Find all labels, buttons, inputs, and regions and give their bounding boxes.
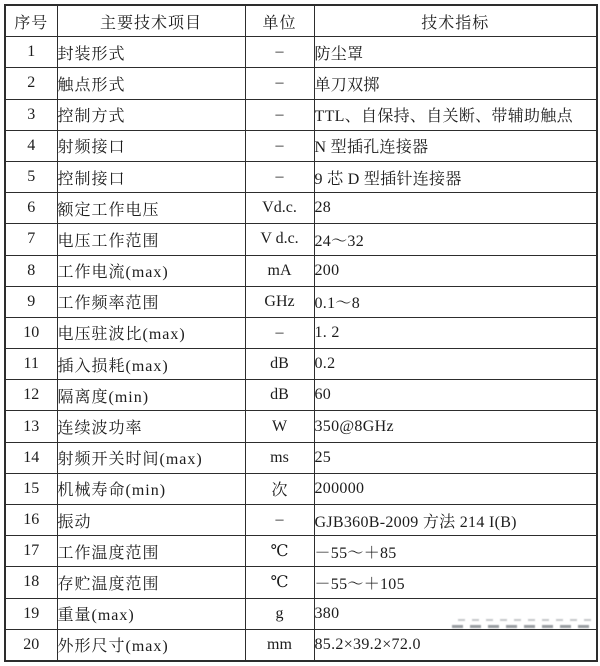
spec-value: －55～＋85 (314, 536, 597, 567)
unit-value: – (245, 317, 314, 348)
spec-value: 防尘罩 (314, 37, 597, 68)
table-row (5, 411, 597, 442)
spec-value: TTL、自保持、自关断、带辅助触点 (314, 99, 597, 130)
row-number: 18 (5, 567, 57, 598)
item-name: 射频开关时间(max) (57, 442, 245, 473)
spec-value: 25 (314, 442, 597, 473)
spec-value: 24～32 (314, 224, 597, 255)
table-row (5, 567, 597, 598)
item-name: 工作电流(max) (57, 255, 245, 286)
table-row (5, 99, 597, 130)
spec-value: 85.2×39.2×72.0 (314, 629, 597, 661)
unit-value: ℃ (245, 536, 314, 567)
spec-value: 单刀双掷 (314, 68, 597, 99)
item-name: 存贮温度范围 (57, 567, 245, 598)
header-主要技术项目: 主要技术项目 (57, 5, 245, 37)
unit-value: g (245, 598, 314, 629)
item-name: 工作频率范围 (57, 286, 245, 317)
spec-value: 1. 2 (314, 317, 597, 348)
unit-value: W (245, 411, 314, 442)
header-单位: 单位 (245, 5, 314, 37)
table-row (5, 317, 597, 348)
row-number: 11 (5, 349, 57, 380)
table-row (5, 505, 597, 536)
item-name: 电压驻波比(max) (57, 317, 245, 348)
spec-table-container (4, 4, 598, 662)
unit-value: – (245, 68, 314, 99)
table-row (5, 255, 597, 286)
unit-value: – (245, 130, 314, 161)
row-number: 2 (5, 68, 57, 99)
spec-value: 0.2 (314, 349, 597, 380)
spec-value: 0.1～8 (314, 286, 597, 317)
spec-value: GJB360B-2009 方法 214 I(B) (314, 505, 597, 536)
unit-value: dB (245, 380, 314, 411)
table-row (5, 224, 597, 255)
row-number: 6 (5, 193, 57, 224)
row-number: 17 (5, 536, 57, 567)
spec-value: 350@8GHz (314, 411, 597, 442)
unit-value: Vd.c. (245, 193, 314, 224)
header-技术指标: 技术指标 (314, 5, 597, 37)
spec-value: 60 (314, 380, 597, 411)
row-number: 13 (5, 411, 57, 442)
item-name: 电压工作范围 (57, 224, 245, 255)
header-row (5, 5, 597, 37)
table-row (5, 629, 597, 661)
unit-value: mA (245, 255, 314, 286)
item-name: 额定工作电压 (57, 193, 245, 224)
item-name: 外形尺寸(max) (57, 629, 245, 661)
unit-value: dB (245, 349, 314, 380)
table-row (5, 473, 597, 504)
technical-spec-table (4, 4, 598, 662)
table-row (5, 286, 597, 317)
row-number: 7 (5, 224, 57, 255)
table-row (5, 161, 597, 192)
row-number: 15 (5, 473, 57, 504)
header-序号: 序号 (5, 5, 57, 37)
item-name: 连续波功率 (57, 411, 245, 442)
spec-value: －55～＋105 (314, 567, 597, 598)
spec-value: N 型插孔连接器 (314, 130, 597, 161)
item-name: 振动 (57, 505, 245, 536)
row-number: 3 (5, 99, 57, 130)
table-row (5, 130, 597, 161)
item-name: 重量(max) (57, 598, 245, 629)
item-name: 触点形式 (57, 68, 245, 99)
table-row (5, 442, 597, 473)
row-number: 1 (5, 37, 57, 68)
unit-value: – (245, 161, 314, 192)
table-row (5, 536, 597, 567)
row-number: 8 (5, 255, 57, 286)
item-name: 隔离度(min) (57, 380, 245, 411)
unit-value: mm (245, 629, 314, 661)
item-name: 封装形式 (57, 37, 245, 68)
unit-value: ℃ (245, 567, 314, 598)
item-name: 射频接口 (57, 130, 245, 161)
item-name: 插入损耗(max) (57, 349, 245, 380)
unit-value: – (245, 37, 314, 68)
row-number: 16 (5, 505, 57, 536)
table-row (5, 68, 597, 99)
unit-value: – (245, 505, 314, 536)
row-number: 9 (5, 286, 57, 317)
item-name: 控制接口 (57, 161, 245, 192)
unit-value: 次 (245, 473, 314, 504)
spec-value: 200000 (314, 473, 597, 504)
table-row (5, 193, 597, 224)
spec-value: 28 (314, 193, 597, 224)
spec-value: 380 (314, 598, 597, 629)
table-row (5, 380, 597, 411)
row-number: 14 (5, 442, 57, 473)
unit-value: – (245, 99, 314, 130)
row-number: 12 (5, 380, 57, 411)
item-name: 控制方式 (57, 99, 245, 130)
row-number: 20 (5, 629, 57, 661)
unit-value: ms (245, 442, 314, 473)
table-row (5, 37, 597, 68)
unit-value: GHz (245, 286, 314, 317)
table-row (5, 349, 597, 380)
row-number: 10 (5, 317, 57, 348)
spec-value: 9 芯 D 型插针连接器 (314, 161, 597, 192)
item-name: 工作温度范围 (57, 536, 245, 567)
spec-value: 200 (314, 255, 597, 286)
table-row (5, 598, 597, 629)
unit-value: V d.c. (245, 224, 314, 255)
row-number: 4 (5, 130, 57, 161)
row-number: 19 (5, 598, 57, 629)
row-number: 5 (5, 161, 57, 192)
item-name: 机械寿命(min) (57, 473, 245, 504)
